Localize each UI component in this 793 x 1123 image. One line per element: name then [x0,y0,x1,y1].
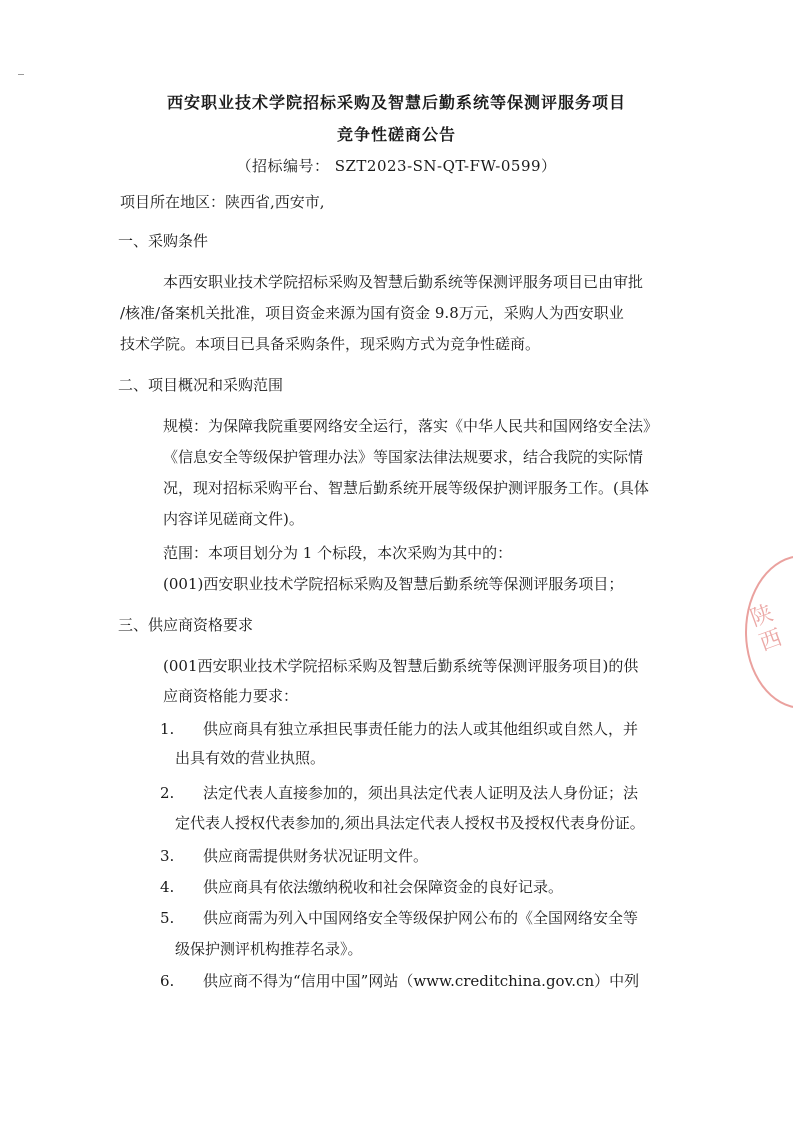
tender-number: （招标编号： SZT2023-SN-QT-FW-0599） [236,157,557,175]
list-item-number: 1. [160,720,175,738]
list-item-text: 供应商具有依法缴纳税收和社会保障资金的良好记录。 [203,878,564,896]
section-1-paragraph-line: /核准/备案机关批准，项目资金来源为国有资金 9.8万元，采购人为西安职业 [120,304,624,322]
scan-mark [18,74,24,75]
document-subtitle: 竞争性磋商公告 [336,125,456,144]
list-item-text: 供应商不得为“信用中国”网站（www.creditchina.gov.cn）中列 [203,972,640,990]
section-2-heading: 二、项目概况和采购范围 [118,376,284,394]
section-1-heading: 一、采购条件 [118,232,209,250]
section-2-paragraph-line: 《信息安全等级保护管理办法》等国家法律法规要求，结合我院的实际情 [163,448,644,466]
section-2-scope: 范围：本项目划分为 1 个标段，本次采购为其中的： [163,544,513,562]
list-item-text: 法定代表人直接参加的，须出具法定代表人证明及法人身份证；法 [203,784,639,802]
section-2-paragraph-line: 内容详见磋商文件)。 [163,510,304,528]
section-3-intro-line: 应商资格能力要求： [163,687,299,705]
list-item-text: 定代表人授权代表参加的,须出具法定代表人授权书及授权代表身份证。 [175,814,645,832]
section-1-paragraph-line: 技术学院。本项目已具备采购条件，现采购方式为竞争性磋商。 [120,335,541,353]
list-item-number: 3. [160,847,175,865]
project-location: 项目所在地区：陕西省,西安市, [120,193,325,211]
section-2-paragraph-line: 规模：为保障我院重要网络安全运行，落实《中华人民共和国网络安全法》 [163,417,659,435]
list-item-text: 供应商需为列入中国网络安全等级保护网公布的《全国网络安全等 [203,909,639,927]
list-item-text: 级保护测评机构推荐名录》。 [175,940,363,958]
list-item-text: 供应商需提供财务状况证明文件。 [203,847,429,865]
section-3-heading: 三、供应商资格要求 [118,616,254,634]
list-item-text: 供应商具有独立承担民事责任能力的法人或其他组织或自然人，并 [203,720,639,738]
list-item-number: 5. [160,909,175,927]
section-2-paragraph-line: 况，现对招标采购平台、智慧后勤系统开展等级保护测评服务工作。(具体 [163,479,649,497]
section-2-lot: (001)西安职业技术学院招标采购及智慧后勤系统等保测评服务项目； [163,575,624,593]
document-title: 西安职业技术学院招标采购及智慧后勤系统等保测评服务项目 [166,93,626,112]
list-item-number: 2. [160,784,175,802]
seal-text: 陕西 [747,600,786,657]
section-1-paragraph-line: 本西安职业技术学院招标采购及智慧后勤系统等保测评服务项目已由审批 [163,273,644,291]
section-3-intro-line: (001西安职业技术学院招标采购及智慧后勤系统等保测评服务项目)的供 [163,657,639,675]
list-item-number: 6. [160,972,175,990]
list-item-number: 4. [160,878,175,896]
list-item-text: 出具有效的营业执照。 [175,749,326,767]
